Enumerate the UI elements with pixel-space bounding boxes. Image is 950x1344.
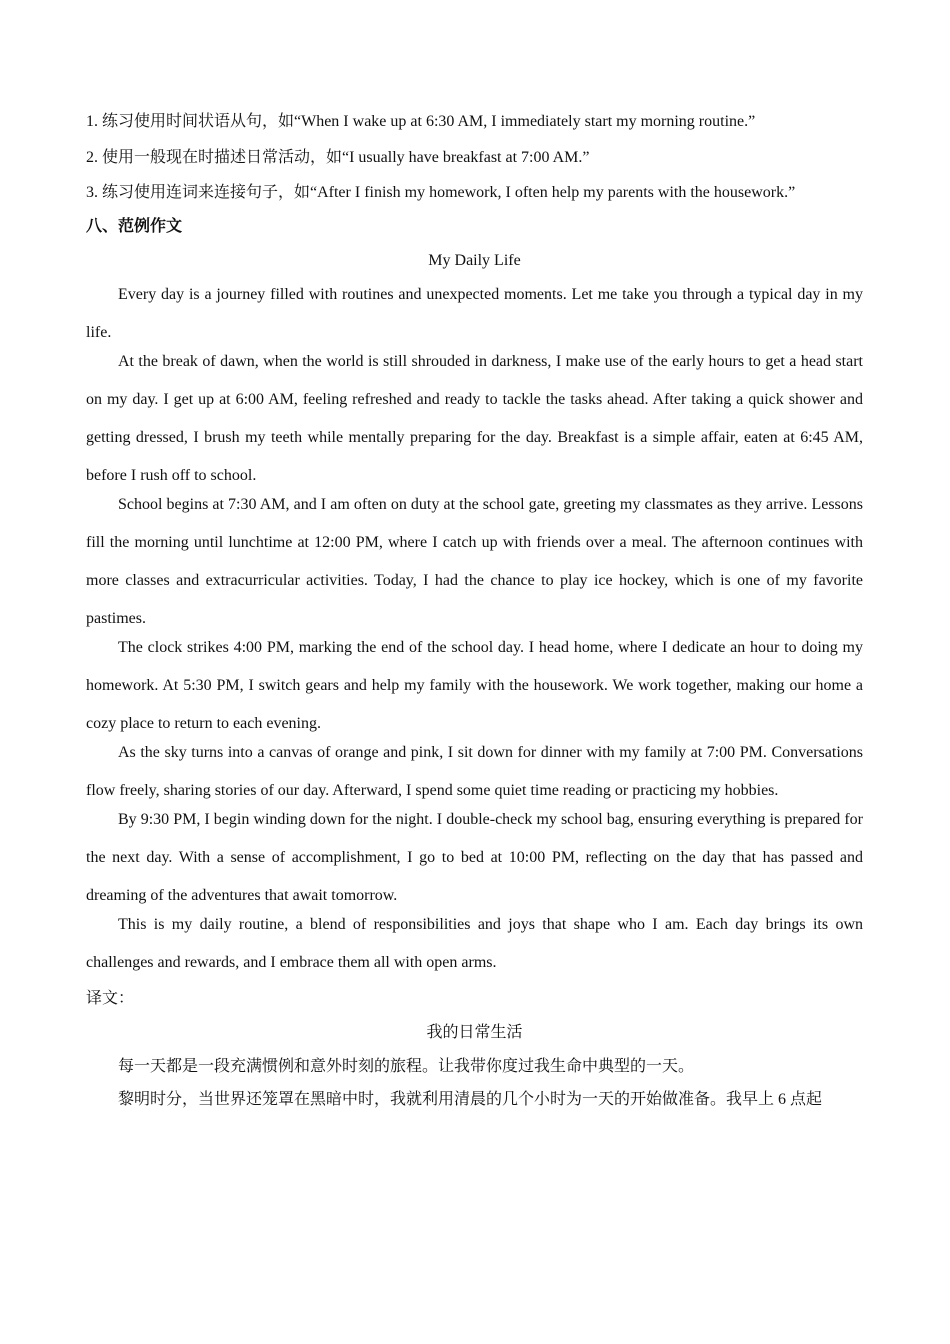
essay-paragraph-1: Every day is a journey filled with routines and unexpected moments. Let me take you through a typical day in my life. xyxy=(86,286,863,341)
essay-paragraph-4: The clock strikes 4:00 PM, marking the end of the school day. I head home, where I dedicate an hour to doing my homework. At 5:30 PM, I switch gears and help my family with the housework. We work together, making our home a cozy place to return to each evening. xyxy=(86,639,863,732)
translation-paragraph-1: 每一天都是一段充满惯例和意外时刻的旅程。让我带你度过我生命中典型的一天。 xyxy=(118,1058,695,1075)
essay-paragraph-5: As the sky turns into a canvas of orange and pink, I sit down for dinner with my family at 7:00 PM. Conversations flow freely, sharing stories of our day. Afterward, I spend some quiet time reading or practicing my hobbies. xyxy=(86,744,863,799)
section-heading: 八、范例作文 xyxy=(86,218,183,235)
translation-paragraph-2: 黎明时分，当世界还笼罩在黑暗中时，我就利用清晨的几个小时为一天的开始做准备。我早上 6 点起 xyxy=(118,1091,823,1108)
writing-tip-2: 2. 使用一般现在时描述日常活动，如“I usually have breakfast at 7:00 AM.” xyxy=(86,148,590,166)
essay-body xyxy=(86,276,863,982)
writing-tip-3: 3. 练习使用连词来连接句子，如“After I finish my homework, I often help my parents with the housework.” xyxy=(86,184,796,201)
translation-title: 我的日常生活 xyxy=(426,1024,523,1041)
essay-paragraph-7: This is my daily routine, a blend of responsibilities and joys that shape who I am. Each day brings its own challenges and rewards, and I embrace them all with open arms. xyxy=(86,916,863,971)
document-page xyxy=(86,112,863,1123)
essay-paragraph-6: By 9:30 PM, I begin winding down for the night. I double-check my school bag, ensuring everything is prepared for the next day. With a sense of accomplishment, I go to bed at 10:00 PM, reflecting on the day that has passed and dreaming of the adventures that await tomorrow. xyxy=(86,811,863,904)
essay-paragraph-2: At the break of dawn, when the world is still shrouded in darkness, I make use of the early hours to get a head start on my day. I get up at 6:00 AM, feeling refreshed and ready to tackle the tasks ahead. After taking a quick shower and getting dressed, I brush my teeth while mentally preparing for the day. Breakfast is a simple affair, eaten at 6:45 AM, before I rush off to school. xyxy=(86,353,863,484)
essay-paragraph-3: School begins at 7:30 AM, and I am often on duty at the school gate, greeting my classmates as they arrive. Lessons fill the morning until lunchtime at 12:00 PM, where I catch up with friends over a meal. The afternoon continues with more classes and extracurricular activities. Today, I had the chance to play ice hockey, which is one of my favorite pastimes. xyxy=(86,496,863,627)
translation-label: 译文： xyxy=(86,990,135,1007)
writing-tip-1: 1. 练习使用时间状语从句，如“When I wake up at 6:30 AM, I immediately start my morning routine.” xyxy=(86,113,756,130)
essay-title: My Daily Life xyxy=(428,252,521,269)
